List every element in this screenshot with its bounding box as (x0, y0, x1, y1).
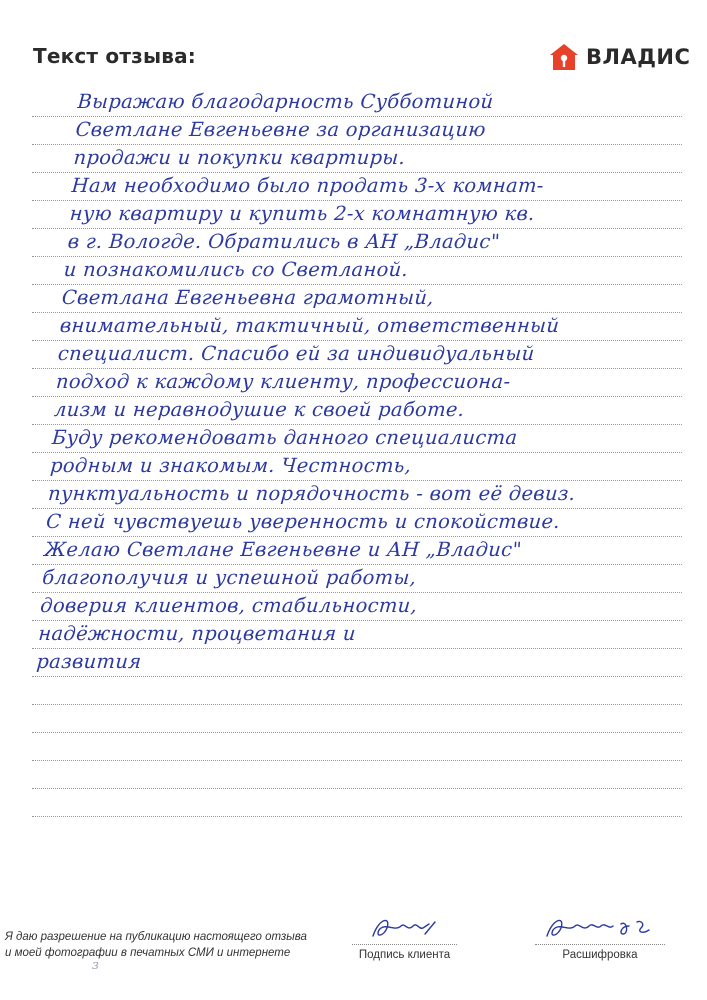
review-line: внимательный, тактичный, ответственный (59, 314, 561, 337)
review-line: Буду рекомендовать данного специалиста (51, 426, 519, 449)
consent-line: и моей фотографии в печатных СМИ и интернете (5, 947, 291, 959)
review-line: Выражаю благодарность Субботиной (76, 90, 495, 113)
review-line: надёжности, процветания и (37, 622, 357, 645)
brand-logo (549, 43, 690, 71)
dotted-rule (32, 704, 682, 705)
review-line: родным и знакомым. Честность, (49, 454, 413, 477)
house-key-icon (549, 43, 579, 71)
review-line: Нам необходимо было продать 3-х комнат- (70, 174, 545, 197)
dotted-rule (32, 760, 682, 761)
review-line: продажи и покупки квартиры. (72, 146, 406, 169)
client-signature (365, 914, 445, 942)
review-line: Желаю Светлане Евгеньевне и АН „Владис" (43, 538, 523, 561)
page-title: Текст отзыва: (33, 44, 196, 68)
dotted-rule (32, 788, 682, 789)
signature-line (352, 944, 457, 945)
review-line: и познакомились со Светланой. (63, 258, 409, 281)
review-line: Светлана Евгеньевна грамотный, (61, 286, 435, 309)
review-line: в г. Вологде. Обратились в АН „Владис" (67, 230, 501, 253)
pencil-mark: ɜ (92, 958, 99, 973)
review-line: С ней чувствуешь уверенность и спокойствие. (45, 510, 561, 533)
decoding-signature (537, 914, 663, 942)
review-line: подход к каждому клиенту, профессиона- (55, 370, 512, 393)
review-line: Светлане Евгеньевне за организацию (74, 118, 487, 141)
brand-name: ВЛАДИС (586, 45, 691, 69)
dotted-rule (32, 816, 682, 817)
review-line: ную квартиру и купить 2-х комнатную кв. (68, 202, 536, 225)
client-signature-block (352, 914, 457, 961)
review-line: доверия клиентов, стабильности, (39, 594, 418, 617)
review-line: специалист. Спасибо ей за индивидуальный (57, 342, 536, 365)
dotted-rule (32, 676, 682, 677)
consent-line: Я даю разрешение на публикацию настоящего отзыва (5, 931, 307, 943)
review-line: пунктуальность и порядочность - вот её девиз. (47, 482, 577, 505)
review-line: благополучия и успешной работы, (41, 566, 418, 589)
publication-consent (5, 929, 350, 961)
decoding-label: Расшифровка (562, 949, 638, 961)
handwritten-review (37, 88, 707, 676)
decoding-line (535, 944, 665, 945)
dotted-rule (32, 732, 682, 733)
decoding-block (535, 914, 665, 961)
review-line: развития (35, 650, 143, 673)
signature-label: Подпись клиента (358, 949, 451, 961)
review-line: лизм и неравнодушие к своей работе. (53, 398, 466, 421)
